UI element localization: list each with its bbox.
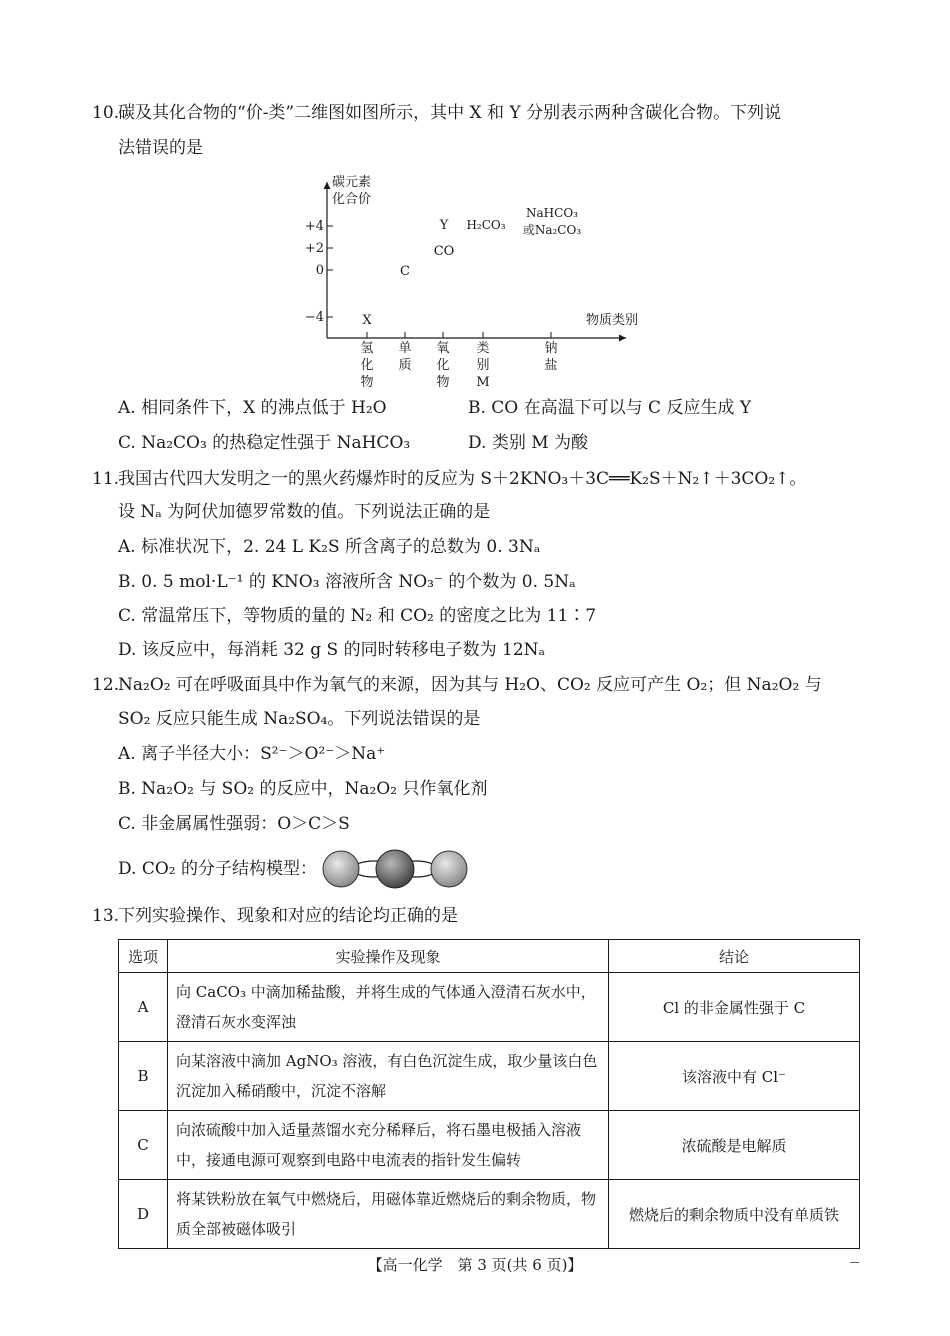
x-category-m: M <box>476 375 490 390</box>
q11-option-c: C. 常温常压下，等物质的量的 N₂ 和 CO₂ 的密度之比为 11∶7 <box>118 606 597 626</box>
table-row <box>119 1042 860 1111</box>
row-operation: 将某铁粉放在氧气中燃烧后，用磁体靠近燃烧后的剩余物质，物质全部被磁体吸引 <box>168 1180 609 1249</box>
q10-option-a: A. 相同条件下，X 的沸点低于 H₂O <box>118 398 387 418</box>
q12-stem-line-2: SO₂ 反应只能生成 Na₂SO₄。下列说法错误的是 <box>118 709 481 729</box>
experiment-table <box>118 939 860 1249</box>
q13-number: 13. <box>92 906 120 926</box>
y-tick-label: +4 <box>304 219 324 234</box>
table-row <box>119 1111 860 1180</box>
table-header-row <box>119 940 860 973</box>
x-category-hydride: 氢 <box>360 341 374 356</box>
q10-option-d: D. 类别 M 为酸 <box>468 433 589 453</box>
oxygen-atom <box>431 851 467 887</box>
y-tick-label: −4 <box>304 310 324 325</box>
q10-stem-line-2: 法错误的是 <box>118 138 203 158</box>
q11-option-a: A. 标准状况下，2. 24 L K₂S 所含离子的总数为 0. 3Nₐ <box>118 537 541 557</box>
table-row <box>119 1180 860 1249</box>
x-category-m: 类 <box>476 341 490 356</box>
page-footer: 【高一化学 第 3 页(共 6 页)】 <box>367 1256 583 1274</box>
table-row <box>119 973 860 1042</box>
q12-option-a: A. 离子半径大小：S²⁻＞O²⁻＞Na⁺ <box>118 744 386 764</box>
q10-option-b: B. CO 在高温下可以与 C 反应生成 Y <box>468 398 752 418</box>
carbon-atom <box>376 850 414 888</box>
x-category-oxide: 氧 <box>436 341 450 356</box>
q10-stem-line-1: 碳及其化合物的“价-类”二维图如图所示，其中 X 和 Y 分别表示两种含碳化合物。下列说 <box>118 103 782 123</box>
x-category-oxide: 物 <box>436 375 450 390</box>
x-category-m: 别 <box>476 358 490 373</box>
row-option: C <box>119 1111 168 1180</box>
header-operation: 实验操作及现象 <box>168 940 609 973</box>
point-na2co3: 或Na₂CO₃ <box>522 223 582 237</box>
q11-stem-line-1: 我国古代四大发明之一的黑火药爆炸时的反应为 S＋2KNO₃＋3C══K₂S＋N₂↑＋3CO₂↑。 <box>118 469 807 489</box>
header-conclusion: 结论 <box>609 940 860 973</box>
point-c: C <box>400 264 410 279</box>
point-x: X <box>362 313 372 328</box>
q10-number: 10. <box>92 103 120 123</box>
q10-option-c: C. Na₂CO₃ 的热稳定性强于 NaHCO₃ <box>118 433 411 453</box>
q12-number: 12. <box>92 675 120 695</box>
point-y: Y <box>439 218 449 233</box>
q11-number: 11. <box>92 469 120 489</box>
point-nahco3: NaHCO₃ <box>526 206 578 220</box>
row-conclusion: 燃烧后的剩余物质中没有单质铁 <box>609 1180 860 1249</box>
y-tick-label: +2 <box>304 241 324 256</box>
q12-option-c: C. 非金属属性强弱：O＞C＞S <box>118 814 350 834</box>
row-option: B <box>119 1042 168 1111</box>
row-operation: 向浓硫酸中加入适量蒸馏水充分稀释后，将石墨电极插入溶液中，接通电源可观察到电路中电流表的指针发生偏转 <box>168 1111 609 1180</box>
oxygen-atom <box>323 851 359 887</box>
row-conclusion: Cl 的非金属性强于 C <box>609 973 860 1042</box>
y-axis-title-1: 碳元素 <box>332 175 372 190</box>
x-category-element: 质 <box>398 358 412 373</box>
row-conclusion: 浓硫酸是电解质 <box>609 1111 860 1180</box>
row-operation: 向 CaCO₃ 中滴加稀盐酸，并将生成的气体通入澄清石灰水中，澄清石灰水变浑浊 <box>168 973 609 1042</box>
x-axis-title: 物质类别 <box>586 313 639 328</box>
header-option: 选项 <box>119 940 168 973</box>
y-tick-label: 0 <box>315 263 324 278</box>
x-category-hydride: 物 <box>360 375 374 390</box>
row-operation: 向某溶液中滴加 AgNO₃ 溶液，有白色沉淀生成，取少量该白色沉淀加入稀硝酸中，沉淀不溶解 <box>168 1042 609 1111</box>
x-category-element: 单 <box>398 341 412 356</box>
point-co: CO <box>433 244 455 259</box>
x-category-sodium-salt: 盐 <box>544 358 558 373</box>
row-conclusion: 该溶液中有 Cl⁻ <box>609 1042 860 1111</box>
q13-stem: 下列实验操作、现象和对应的结论均正确的是 <box>118 906 458 926</box>
corner-mark <box>850 1262 859 1263</box>
x-category-sodium-salt: 钠 <box>544 341 558 356</box>
row-option: A <box>119 973 168 1042</box>
co2-molecule-model <box>320 848 470 890</box>
valence-class-diagram <box>290 170 660 400</box>
point-h2co3: H₂CO₃ <box>466 218 506 232</box>
x-category-oxide: 化 <box>436 358 450 373</box>
q12-stem-line-1: Na₂O₂ 可在呼吸面具中作为氧气的来源，因为其与 H₂O、CO₂ 反应可产生 O₂；但 Na₂O₂ 与 <box>118 675 822 695</box>
q11-stem-line-2: 设 Nₐ 为阿伏加德罗常数的值。下列说法正确的是 <box>118 502 491 522</box>
q11-option-b: B. 0. 5 mol·L⁻¹ 的 KNO₃ 溶液所含 NO₃⁻ 的个数为 0. 5Nₐ <box>118 572 576 592</box>
q12-option-d: D. CO₂ 的分子结构模型： <box>118 859 317 879</box>
row-option: D <box>119 1180 168 1249</box>
y-axis-title-2: 化合价 <box>332 192 372 207</box>
q11-option-d: D. 该反应中，每消耗 32 g S 的同时转移电子数为 12Nₐ <box>118 640 546 660</box>
q12-option-b: B. Na₂O₂ 与 SO₂ 的反应中，Na₂O₂ 只作氧化剂 <box>118 779 488 799</box>
x-category-hydride: 化 <box>360 358 374 373</box>
